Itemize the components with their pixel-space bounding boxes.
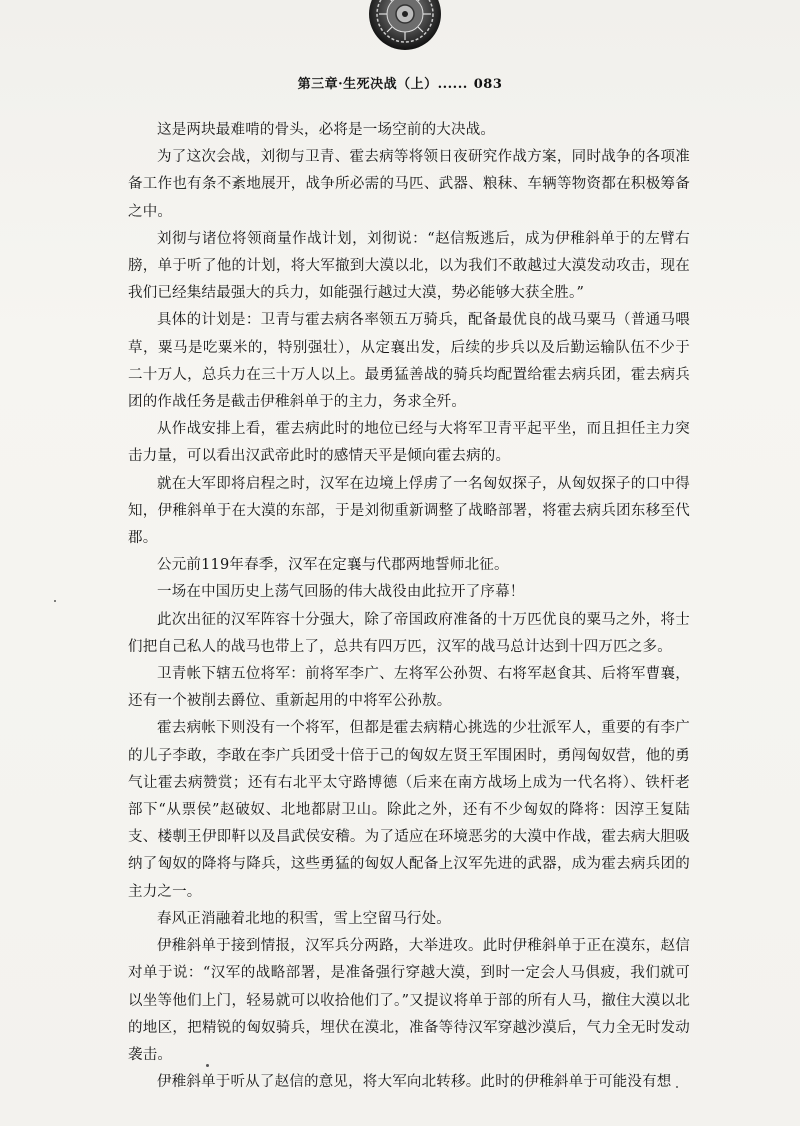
paragraph: 一场在中国历史上荡气回肠的伟大战役由此拉开了序幕！ (157, 584, 525, 601)
paragraph: 这是两块最难啃的骨头，必将是一场空前的大决战。 (157, 122, 496, 138)
scan-speck (676, 1086, 678, 1088)
paragraph: 从作战安排上看，霍去病此时的地位已经与大将军卫青平起平坐，而且担任主力突击力量，可以看出汉武帝此时的感情天平是倾向霍去病的。 (128, 421, 690, 465)
decorative-emblem-icon (366, 0, 444, 54)
running-title: 第三章·生死决战（上）...... (297, 77, 468, 92)
scan-speck (206, 1064, 209, 1067)
paragraph: 伊稚斜单于听从了赵信的意见，将大军向北转移。此时的伊稚斜单于可能没有想 (157, 1074, 672, 1091)
paragraph: 伊稚斜单于接到情报，汉军兵分两路，大举进攻。此时伊稚斜单于正在漠东，赵信对单于说：“汉军的战略部署，是准备强行穿越大漠，到时一定会人马俱疲，我们就可以坐等他们上门，轻易就可以收拾他们了。”又提议将单于部的所有人马，撤住大漠以北的地区，把精锐的匈奴骑兵，埋伏在漠北，准备等待汉军穿越沙漠后，气力全无时发动袭击。 (128, 938, 690, 1063)
running-header (0, 73, 800, 92)
paragraph: 公元前119年春季，汉军在定襄与代郡两地誓师北征。 (157, 557, 509, 574)
paragraph: 就在大军即将启程之时，汉军在边境上俘虏了一名匈奴探子，从匈奴探子的口中得知，伊稚斜单于在大漠的东部，于是刘彻重新调整了战略部署，将霍去病兵团东移至代郡。 (128, 475, 690, 547)
paragraph: 卫青帐下辖五位将军：前将军李广、左将军公孙贺、右将军赵食其、后将军曹襄，还有一个被削去爵位、重新起用的中将军公孙敖。 (128, 666, 690, 710)
paragraph: 春风正消融着北地的积雪，雪上空留马行处。 (157, 910, 451, 927)
paragraph: 为了这次会战，刘彻与卫青、霍去病等将领日夜研究作战方案，同时战争的各项准备工作也有条不紊地展开，战争所必需的马匹、武器、粮秣、车辆等物资都在积极筹备之中。 (128, 149, 690, 220)
paragraph: 霍去病帐下则没有一个将军，但都是霍去病精心挑选的少壮派军人，重要的有李广的儿子李敢，李敢在李广兵团受十倍于己的匈奴左贤王军围困时，勇闯匈奴营，他的勇气让霍去病赞赏；还有右北平太守路博德（后来在南方战场上成为一代名将）、铁杆老部下“从票侯”赵破奴、北地都尉卫山。除此之外，还有不少匈奴的降将：因淳王复陆支、楼剸王伊即靬以及昌武侯安稽。为了适应在环境恶劣的大漠中作战，霍去病大胆吸纳了匈奴的降将与降兵，这些勇猛的匈奴人配备上汉军先进的武器，成为霍去病兵团的主力之一。 (128, 720, 690, 900)
paragraph: 刘彻与诸位将领商量作战计划，刘彻说：“赵信叛逃后，成为伊稚斜单于的左臂右膀，单于听了他的计划，将大军撤到大漠以北，以为我们不敢越过大漠发动攻击，现在我们已经集结最强大的兵力，如能强行越过大漠，势必能够大获全胜。” (128, 230, 690, 302)
paragraph: 具体的计划是：卫青与霍去病各率领五万骑兵，配备最优良的战马粟马（普通马喂草，粟马是吃粟米的，特别强壮），从定襄出发，后续的步兵以及后勤运输队伍不少于二十万人，总兵力在三十万人以上。最勇猛善战的骑兵均配置给霍去病兵团，霍去病兵团的作战任务是截击伊稚斜单于的主力，务求全歼。 (128, 312, 690, 411)
body-text (128, 117, 690, 1096)
page-number: 083 (473, 77, 503, 92)
scan-speck (54, 600, 56, 602)
paragraph: 此次出征的汉军阵容十分强大，除了帝国政府准备的十万匹优良的粟马之外，将士们把自己私人的战马也带上了，总共有四万匹，汉军的战马总计达到十四万匹之多。 (128, 611, 690, 655)
